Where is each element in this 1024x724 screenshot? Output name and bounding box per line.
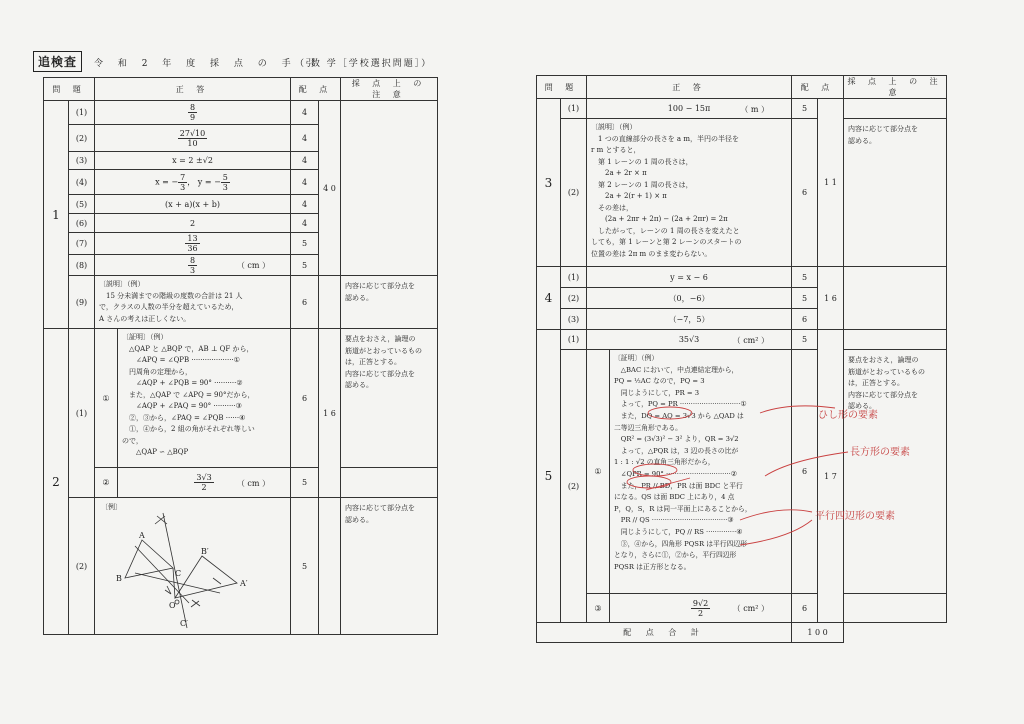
answer-cell: ② $\frac{3√3}{2}$ （ cm ）	[95, 468, 291, 498]
answer-cell: 2	[95, 214, 291, 233]
points-cell: 5	[291, 233, 319, 255]
triangle-abc	[125, 540, 173, 578]
col-question: 問 題	[44, 78, 95, 101]
answer-cell: $\frac{13}{36}$	[95, 233, 291, 255]
answer-cell: （0，−6）	[587, 288, 792, 309]
empty-cell	[319, 498, 341, 635]
sub-number: (8)	[69, 255, 95, 276]
note-cell	[341, 468, 438, 498]
construction-line	[173, 568, 175, 598]
header-row	[44, 78, 438, 101]
sub-number: (6)	[69, 214, 95, 233]
sub-number: (5)	[69, 195, 95, 214]
sub-number: (1)	[69, 101, 95, 125]
note-cell	[844, 594, 947, 623]
arc-mark	[213, 578, 221, 584]
sub-number: (1)	[561, 330, 587, 350]
sub-number: (7)	[69, 233, 95, 255]
subtotal-cell: 1 1	[818, 99, 844, 267]
col-points: 配 点	[291, 78, 341, 101]
annotation-rhombus: ひし形の要素	[818, 410, 878, 421]
points-cell: 6	[792, 309, 818, 330]
construction-figure	[95, 498, 291, 635]
point-label-a2: A′	[240, 579, 248, 588]
table-row	[44, 468, 438, 498]
construction-line	[135, 546, 189, 603]
sub-number: (1)	[561, 267, 587, 288]
subtotal-cell: 1 6	[818, 267, 844, 330]
subtotal-cell: 1 6	[319, 329, 341, 498]
points-cell: 4	[291, 195, 319, 214]
table-row	[44, 329, 438, 468]
table-row	[537, 350, 947, 594]
unit-label: （ cm ）	[236, 479, 271, 488]
right-answer-table	[536, 75, 947, 643]
proof-cell	[587, 350, 792, 594]
question-number: 1	[44, 101, 69, 329]
arc-mark	[155, 516, 167, 524]
point-label-c2: C′	[180, 619, 188, 628]
table-row	[44, 498, 438, 635]
arc-mark	[165, 586, 171, 594]
document-subject: （ 数 学［学校選択問題］）	[295, 59, 433, 69]
part-mark: ①	[95, 329, 118, 467]
points-cell: 5	[792, 288, 818, 309]
question-number: 4	[537, 267, 561, 330]
answer-cell: （−7，5）	[587, 309, 792, 330]
note-cell: 内容に応じて部分点を 認める。	[341, 498, 438, 635]
sub-number: (2)	[561, 119, 587, 267]
explanation-text: 〔証明〕（例） △QAP と △BQP で，AB ⊥ QF から， ∠APQ = ∠QPB ···················① 円周角の定理から， ∠AQP + ∠PQB = 90° ··········② また，△QAP で ∠APQ = 90°だから， ∠AQP + ∠PAQ = 90° ··········③ ②，③から，∠PAQ = ∠PQB ······④ ①，④から，2 組の角がそれぞれ等しい ので， △QAP ∽ △BQP	[122, 333, 255, 456]
col-answer: 正 答	[587, 76, 792, 99]
question-number: 3	[537, 99, 561, 267]
answer-cell: 100 − 15π （ m ）	[587, 99, 792, 119]
note-cell: 要点をおさえ，論理の 筋道がとおっているもの は，正答とする。 内容に応じて部分点を 認める。	[341, 329, 438, 468]
point-label-c: C	[175, 569, 182, 578]
note-cell	[844, 267, 947, 330]
explanation-text: 〔証明〕（例） △BAC において，中点連結定理から， PQ = ½AC なので，PQ = 3 同じようにして，PR = 3 よって，PQ = PR ····························① また，DQ = AQ = 3√3 から △QAD は 二等辺三角形である。 QR² = (3√3)² − 3² より，QR = 3√2 よって，△PQR は，3 辺の長さの比が 1 : 1 : √2 の直角三角形だから， ∠QPR = 90° ······························② また，PR // BD，PR は面 BDC と平行 になる。QS は面 BDC 上にあり，4 点 P，Q，S，R は同一平面上にあることから， PR // QS ···································③ 同じようにして，PQ // RS ··············④ ③，④から，四角形 PQSR は平行四辺形 となり，さらに①，②から，平行四辺形 PQSR は正方形となる。	[614, 354, 752, 571]
part-mark: ②	[95, 468, 118, 497]
col-question: 問 題	[537, 76, 587, 99]
empty-cell	[319, 276, 341, 329]
unit-label: （ m ）	[740, 105, 770, 114]
col-notes: 採 点 上 の 注 意	[341, 78, 438, 101]
sub-number: (9)	[69, 276, 95, 329]
point-label-b: B	[116, 574, 122, 583]
part-mark: ③	[587, 594, 610, 622]
col-points: 配 点	[792, 76, 844, 99]
answer-cell: x = − $\frac{7}{3}$ ， y = − $\frac{5}{3}$	[95, 170, 291, 195]
example-label: 〔例〕	[101, 503, 123, 511]
annotation-rectangle: 長方形の要素	[850, 447, 910, 458]
center-point	[175, 600, 179, 604]
arc-mark	[191, 600, 200, 607]
points-cell: 4	[291, 152, 319, 170]
points-cell: 4	[291, 214, 319, 233]
total-row	[537, 623, 947, 643]
table-row	[537, 594, 947, 623]
answer-cell: $\frac{8}{9}$	[95, 101, 291, 125]
table-row	[537, 267, 947, 288]
note-cell	[844, 330, 947, 350]
header-row	[537, 76, 947, 99]
triangle-a2b2c2	[175, 556, 237, 598]
sub-number: (2)	[69, 125, 95, 152]
answer-cell: ③ $\frac{9√2}{2}$ （ cm² ）	[587, 594, 792, 623]
total-label: 配 点 合 計	[537, 623, 792, 643]
empty-cell	[844, 623, 947, 643]
table-row	[537, 99, 947, 119]
recheck-tag: 追検査	[33, 51, 82, 72]
document-title: 令 和 2 年 度 採 点 の 手 引	[94, 59, 321, 69]
answer-cell: 35√3 （ cm² ）	[587, 330, 792, 350]
points-cell: 5	[291, 255, 319, 276]
construction-line	[135, 573, 220, 593]
points-cell: 6	[792, 350, 818, 594]
explanation-cell: 〔説明〕（例） 15 分未満までの階級の度数の合計は 21 人 で，クラスの人数の半分を超えているため， A さんの考えは正しくない。	[95, 276, 291, 329]
note-cell: 内容に応じて部分点を 認める。	[844, 119, 947, 267]
point-label-o: O	[169, 601, 176, 610]
point-label-b2: B′	[201, 547, 209, 556]
note-cell	[844, 99, 947, 119]
table-row	[44, 101, 438, 125]
points-cell: 6	[291, 329, 319, 468]
unit-label: （ cm² ）	[732, 336, 770, 345]
sub-number: (1)	[69, 329, 95, 498]
question-number: 5	[537, 330, 561, 623]
construction-line	[163, 513, 187, 628]
point-label-a: A	[139, 531, 145, 540]
points-cell: 6	[792, 594, 818, 623]
answer-cell: (x + a)(x + b)	[95, 195, 291, 214]
unit-label: （ cm ）	[236, 261, 271, 270]
table-row	[44, 276, 438, 329]
points-cell: 4	[291, 125, 319, 152]
col-answer: 正 答	[95, 78, 291, 101]
note-cell: 内容に応じて部分点を 認める。	[341, 276, 438, 329]
part-mark: ①	[587, 350, 610, 593]
points-cell: 5	[792, 267, 818, 288]
annotation-parallelogram: 平行四辺形の要素	[815, 511, 895, 522]
points-cell: 5	[291, 498, 319, 635]
col-notes: 採 点 上 の 注 意	[844, 76, 947, 99]
answer-cell: $\frac{27√10}{10}$	[95, 125, 291, 152]
left-answer-table	[43, 77, 438, 635]
construction-figure-cell	[95, 498, 291, 635]
sub-number: (3)	[561, 309, 587, 330]
subtotal-cell: 4 0	[319, 101, 341, 276]
points-cell: 6	[291, 276, 319, 329]
answer-cell: y = x − 6	[587, 267, 792, 288]
points-cell: 5	[291, 468, 319, 498]
question-number: 2	[44, 329, 69, 635]
proof-cell	[95, 329, 291, 468]
note-cell	[341, 101, 438, 276]
points-cell: 5	[792, 330, 818, 350]
subtotal-cell: 1 7	[818, 330, 844, 623]
points-cell: 4	[291, 170, 319, 195]
total-points: 1 0 0	[792, 623, 844, 643]
note-cell: 要点をおさえ，論理の 筋道がとおっているもの は，正答とする。 内容に応じて部分点を 認める。	[844, 350, 947, 594]
answer-cell: x = 2 ±√2	[95, 152, 291, 170]
sub-number: (2)	[561, 350, 587, 623]
answer-cell: $\frac{8}{3}$ （ cm ）	[95, 255, 291, 276]
points-cell: 6	[792, 119, 818, 267]
table-row	[537, 330, 947, 350]
sub-number: (3)	[69, 152, 95, 170]
sub-number: (4)	[69, 170, 95, 195]
explanation-cell: 〔説明〕（例） 1 つの直線部分の長さを a m，半円の半径を r m とすると， 第 1 レーンの 1 周の長さは， 2a + 2r × π 第 2 レーンの 1 周の長さは， 2a + 2(r + 1) × π その差は， (2a + 2πr + 2π) − (2a + 2πr) = 2π したがって，レーンの 1 周の長さを変えたと しても，第 1 レーンと第 2 レーンのスタートの 位置の差は 2π m のまま変わらない。	[587, 119, 792, 267]
sub-number: (2)	[69, 498, 95, 635]
sub-number: (2)	[561, 288, 587, 309]
points-cell: 5	[792, 99, 818, 119]
table-row	[537, 119, 947, 267]
unit-label: （ cm² ）	[732, 604, 770, 613]
points-cell: 4	[291, 101, 319, 125]
sub-number: (1)	[561, 99, 587, 119]
